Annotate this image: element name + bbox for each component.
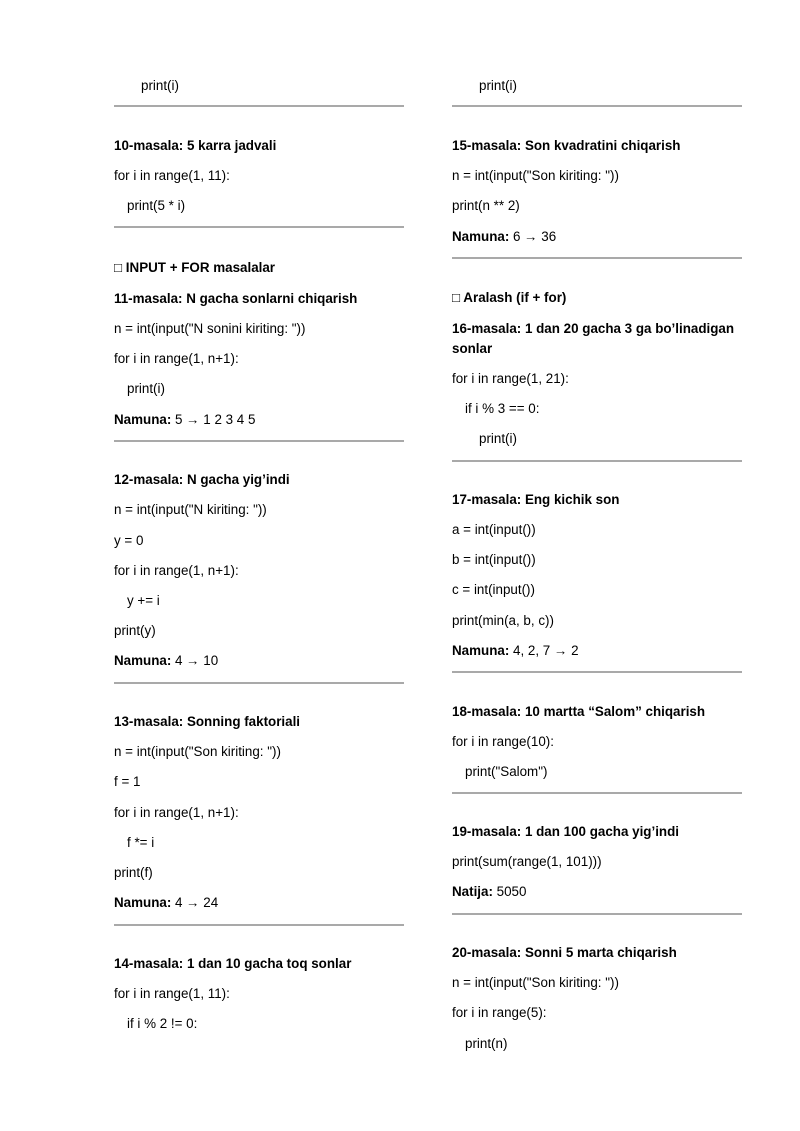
example-value: 4 → 24 <box>171 895 219 910</box>
result-label: Natija: <box>452 884 493 899</box>
divider <box>114 226 404 228</box>
example-line <box>114 411 255 429</box>
code-line: print(min(a, b, c)) <box>452 613 554 628</box>
example-line <box>452 642 579 660</box>
divider <box>114 682 404 684</box>
result-value: 5050 <box>492 884 527 899</box>
divider <box>452 913 742 915</box>
code-line: b = int(input()) <box>452 552 536 567</box>
divider <box>452 671 742 673</box>
code-line: for i in range(1, n+1): <box>114 563 239 578</box>
example-line <box>452 228 556 246</box>
example-label: Namuna: <box>114 653 172 668</box>
code-line: print(i) <box>479 78 517 93</box>
example-value: 5 → 1 2 3 4 5 <box>171 412 256 427</box>
code-line: print(i) <box>141 78 179 93</box>
example-label: Namuna: <box>114 412 172 427</box>
task-title: 16-masala: 1 dan 20 gacha 3 ga bo’linadigan sonlar <box>452 321 735 356</box>
task-title: 18-masala: 10 martta “Salom” chiqarish <box>452 704 706 719</box>
divider <box>114 105 404 107</box>
task-title: 12-masala: N gacha yig’indi <box>114 472 290 487</box>
code-line: n = int(input("Son kiriting: ")) <box>114 744 281 759</box>
code-line: y = 0 <box>114 533 144 548</box>
example-line <box>114 894 218 912</box>
code-line: n = int(input("Son kiriting: ")) <box>452 168 619 183</box>
section-heading: □ Aralash (if + for) <box>452 290 567 305</box>
code-line: print(f) <box>114 865 153 880</box>
task-title: 17-masala: Eng kichik son <box>452 492 620 507</box>
code-line: n = int(input("N sonini kiriting: ")) <box>114 321 306 336</box>
example-value: 4, 2, 7 → 2 <box>509 643 579 658</box>
code-line: n = int(input("N kiriting: ")) <box>114 502 267 517</box>
task-title: 19-masala: 1 dan 100 gacha yig’indi <box>452 824 679 839</box>
divider <box>452 460 742 462</box>
code-line: y += i <box>127 593 160 608</box>
code-line: n = int(input("Son kiriting: ")) <box>452 975 619 990</box>
code-line: if i % 2 != 0: <box>127 1016 198 1031</box>
code-line: print(sum(range(1, 101))) <box>452 854 602 869</box>
code-line: if i % 3 == 0: <box>465 401 540 416</box>
code-line: print(y) <box>114 623 156 638</box>
code-line: for i in range(1, 11): <box>114 986 230 1001</box>
example-value: 6 → 36 <box>509 229 557 244</box>
divider <box>114 924 404 926</box>
code-line: for i in range(1, 11): <box>114 168 230 183</box>
section-heading: □ INPUT + FOR masalalar <box>114 260 276 275</box>
divider <box>452 792 742 794</box>
task-title: 13-masala: Sonning faktoriali <box>114 714 301 729</box>
code-line: c = int(input()) <box>452 582 535 597</box>
task-title: 20-masala: Sonni 5 marta chiqarish <box>452 945 677 960</box>
task-title: 11-masala: N gacha sonlarni chiqarish <box>114 291 358 306</box>
task-title: 14-masala: 1 dan 10 gacha toq sonlar <box>114 956 352 971</box>
code-line: for i in range(5): <box>452 1005 547 1020</box>
code-line: for i in range(10): <box>452 734 554 749</box>
divider <box>452 105 742 107</box>
code-line: f *= i <box>127 835 155 850</box>
example-label: Namuna: <box>452 643 510 658</box>
code-line: print(5 * i) <box>127 198 186 213</box>
code-line: print(n) <box>465 1036 508 1051</box>
divider <box>452 257 742 259</box>
example-label: Namuna: <box>452 229 510 244</box>
example-label: Namuna: <box>114 895 172 910</box>
code-line: print(n ** 2) <box>452 198 520 213</box>
example-value: 4 → 10 <box>171 653 219 668</box>
code-line: print("Salom") <box>465 764 548 779</box>
task-title: 15-masala: Son kvadratini chiqarish <box>452 138 681 153</box>
code-line: a = int(input()) <box>452 522 536 537</box>
code-line: for i in range(1, n+1): <box>114 805 239 820</box>
code-line: f = 1 <box>114 774 141 789</box>
divider <box>114 440 404 442</box>
code-line: print(i) <box>127 381 165 396</box>
task-title: 10-masala: 5 karra jadvali <box>114 138 277 153</box>
code-line: for i in range(1, 21): <box>452 371 569 386</box>
example-line <box>452 883 526 901</box>
code-line: for i in range(1, n+1): <box>114 351 239 366</box>
example-line <box>114 652 218 670</box>
code-line: print(i) <box>479 431 517 446</box>
